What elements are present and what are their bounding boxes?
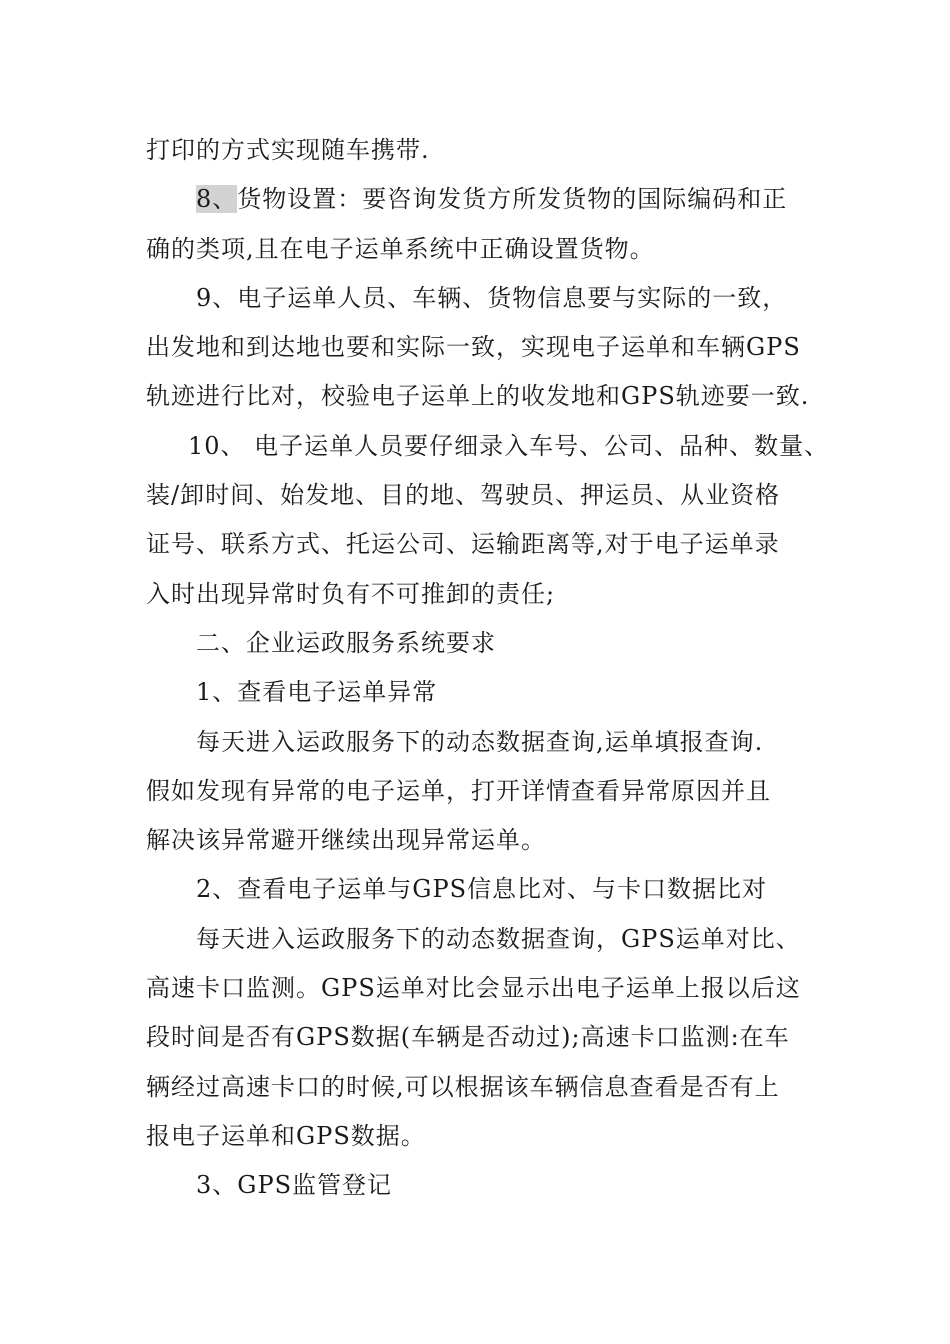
text-line: 装/卸时间、始发地、目的地、驾驶员、押运员、从业资格 bbox=[146, 481, 781, 510]
section-heading: 二、企业运政服务系统要求 bbox=[196, 628, 496, 657]
subsection-heading: 2、查看电子运单与GPS信息比对、与卡口数据比对 bbox=[196, 875, 768, 904]
document-body bbox=[146, 126, 836, 1211]
text-line: 高速卡口监测。GPS运单对比会显示出电子运单上报以后这 bbox=[146, 974, 801, 1003]
text-line: 假如发现有异常的电子运单，打开详情查看异常原因并且 bbox=[146, 776, 771, 805]
text-line: 出发地和到达地也要和实际一致，实现电子运单和车辆GPS bbox=[146, 333, 801, 362]
text-line bbox=[146, 175, 836, 224]
text-line: 入时出现异常时负有不可推卸的责任; bbox=[146, 579, 556, 608]
highlighted-number: 8、 bbox=[196, 185, 238, 214]
text-line: 解决该异常避开继续出现异常运单。 bbox=[146, 826, 546, 855]
subsection-heading: 3、GPS监管登记 bbox=[196, 1171, 393, 1200]
text-line: 打印的方式实现随车携带. bbox=[146, 136, 430, 164]
text-line: 每天进入运政服务下的动态数据查询，GPS运单对比、 bbox=[196, 924, 801, 953]
text-line: 每天进入运政服务下的动态数据查询,运单填报查询. bbox=[196, 727, 764, 756]
text-segment: 货物设置：要咨询发货方所发货物的国际编码和正 bbox=[237, 185, 788, 214]
text-line: 辆经过高速卡口的时候,可以根据该车辆信息查看是否有上 bbox=[146, 1072, 780, 1101]
text-line: 确的类项,且在电子运单系统中正确设置货物。 bbox=[146, 234, 655, 263]
text-line: 报电子运单和GPS数据。 bbox=[146, 1121, 426, 1150]
text-line: 轨迹进行比对，校验电子运单上的收发地和GPS轨迹要一致. bbox=[146, 382, 810, 411]
subsection-heading: 1、查看电子运单异常 bbox=[196, 678, 438, 707]
text-line: 段时间是否有GPS数据(车辆是否动过);高速卡口监测:在车 bbox=[146, 1023, 790, 1052]
text-line: 10、 电子运单人员要仔细录入车号、公司、品种、数量、 bbox=[188, 431, 830, 460]
text-line: 9、电子运单人员、车辆、货物信息要与实际的一致， bbox=[196, 283, 788, 312]
text-line: 证号、联系方式、托运公司、运输距离等,对于电子运单录 bbox=[146, 530, 780, 559]
